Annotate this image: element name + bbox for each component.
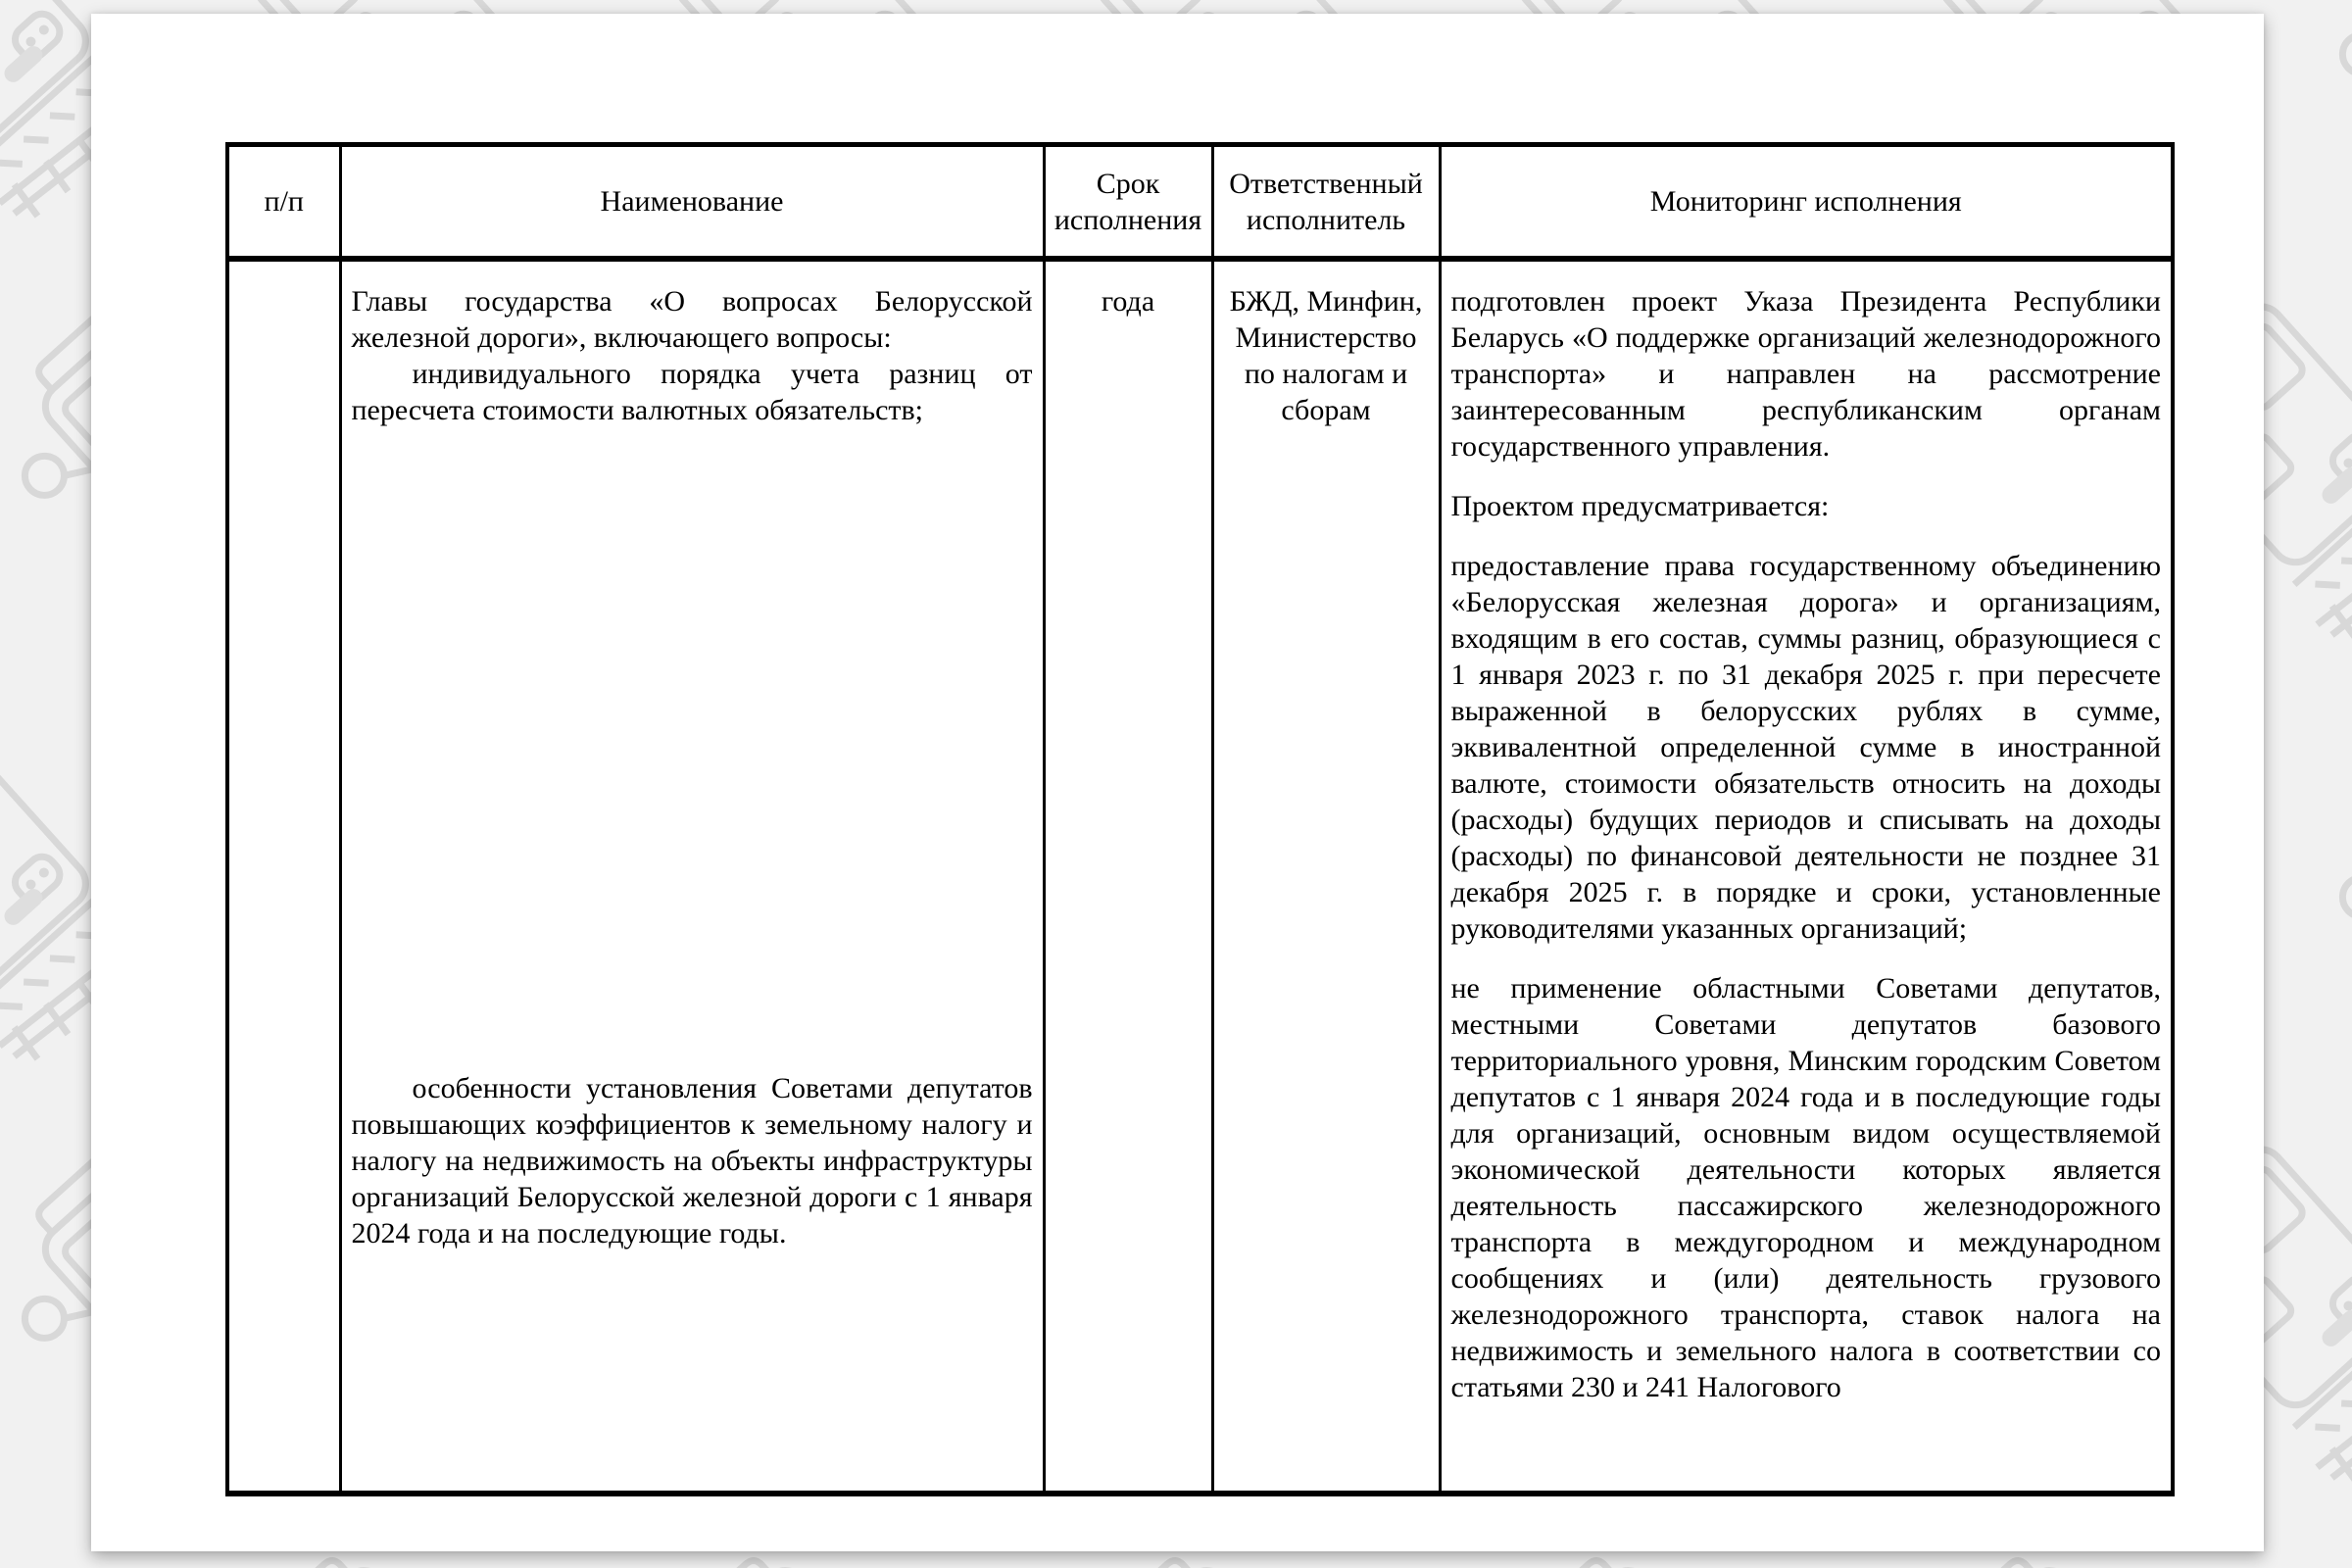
cell-name — [340, 259, 1044, 1494]
document-page — [91, 14, 2264, 1551]
cell-num — [227, 259, 340, 1494]
paragraph: подготовлен проект Указа Президента Республики Беларусь «О поддержке организаций железнодорожного транспорта» и направлен на рассмотрение заинтересованным республиканским органам государственного управления. — [1450, 285, 2161, 463]
header-num: п/п — [227, 145, 340, 260]
table-row — [227, 259, 2173, 1494]
paragraph: предоставление права государственному объединению «Белорусская железная дорога» и организациям, входящим в его состав, суммы разниц, образующиеся с 1 января 2023 г. по 31 декабря 2025 г. при пересчете выраженной в белорусских рублях в сумме, эквивалентной определенной сумме в иностранной валюте, стоимости обязательств относить на доходы (расходы) будущих периодов и списывать на доходы (расходы) по финансовой деятельности не позднее 31 декабря 2025 г. в порядке и сроки, установленные руководителями указанных организаций; — [1450, 550, 2161, 945]
header-monitoring: Мониторинг исполнения — [1440, 145, 2173, 260]
header-executor: Ответственный исполнитель — [1212, 145, 1440, 260]
execution-plan-table — [225, 142, 2175, 1496]
paragraph: индивидуального порядка учета разниц от пересчета стоимости валютных обязательств; — [351, 358, 1033, 426]
paragraph: особенности установления Советами депутатов повышающих коэффициентов к земельному налогу и налогу на недвижимость на объекты инфраструктуры организаций Белорусской железной дороги с 1 января 2024 года и на последующие годы. — [351, 1072, 1033, 1250]
cell-term: года — [1044, 259, 1212, 1494]
paragraph: Проектом предусматривается: — [1450, 490, 1830, 522]
header-name: Наименование — [340, 145, 1044, 260]
paragraph: не применение областными Советами депутатов, местными Советами депутатов базового территориального уровня, Минским городским Советом депутатов с 1 января 2024 года и в последующие годы для организаций, основным видом осуществляемой экономической деятельности которых является деятельность пассажирского железнодорожного транспорта в междугородном и международном сообщениях и (или) деятельность грузового железнодорожного транспорта, ставок налога на недвижимость и земельного налога в соответствии со статьями 230 и 241 Налогового — [1450, 972, 2161, 1403]
cell-executor: БЖД, Минфин, Министерство по налогам и сборам — [1212, 259, 1440, 1494]
paragraph: Главы государства «О вопросах Белорусской железной дороги», включающего вопросы: — [351, 285, 1033, 354]
header-row — [227, 145, 2173, 260]
header-term: Срок исполнения — [1044, 145, 1212, 260]
cell-monitoring — [1440, 259, 2173, 1494]
